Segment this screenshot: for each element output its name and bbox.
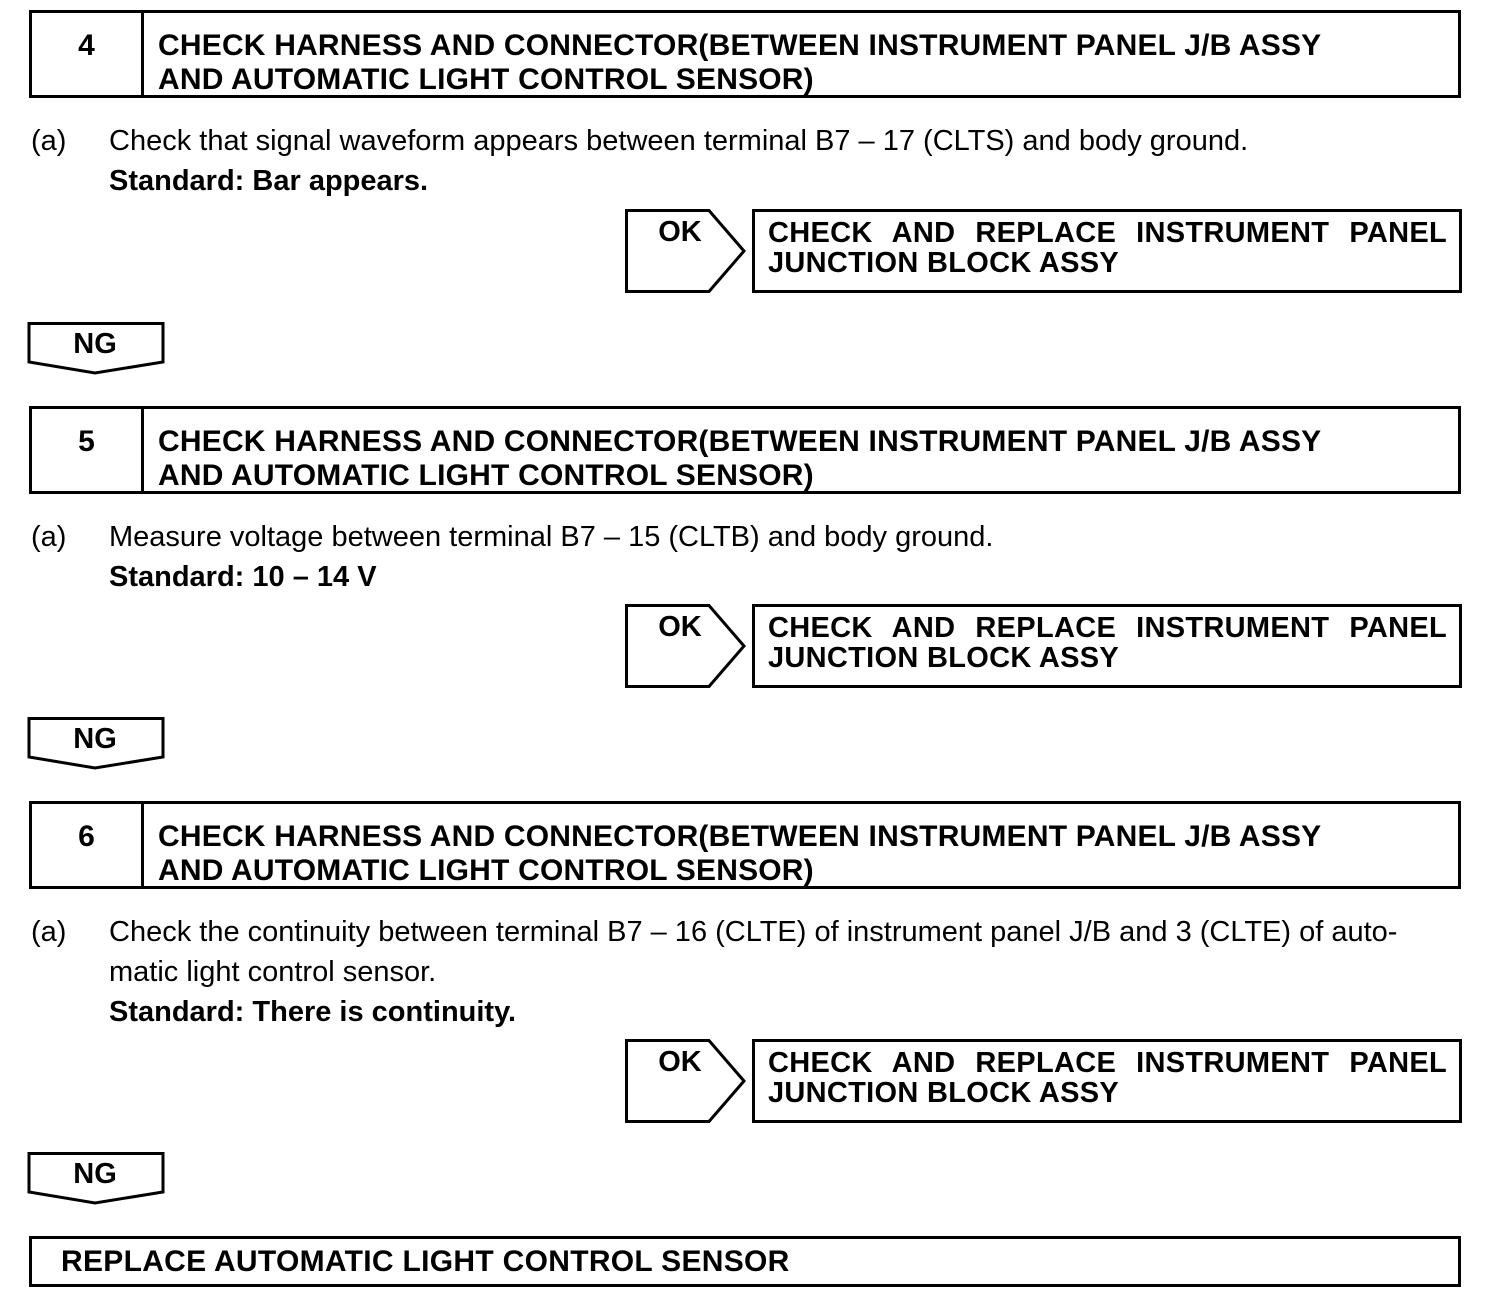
sub-step-label: (a) bbox=[31, 125, 67, 157]
standard-text: Standard: 10 – 14 V bbox=[109, 561, 377, 593]
ng-label: NG bbox=[73, 723, 117, 755]
step-number: 6 bbox=[32, 804, 144, 886]
ok-arrow bbox=[625, 604, 749, 688]
ok-result-box bbox=[752, 604, 1462, 688]
standard-text: Standard: Bar appears. bbox=[109, 165, 429, 197]
sub-step-label: (a) bbox=[31, 916, 67, 948]
step-6-header bbox=[29, 801, 1461, 889]
step-number: 4 bbox=[32, 13, 144, 95]
ok-result-line: JUNCTION BLOCK ASSY bbox=[768, 642, 1120, 674]
instruction-text: matic light control sensor. bbox=[109, 956, 437, 988]
ok-arrow bbox=[625, 209, 749, 293]
final-action-text: REPLACE AUTOMATIC LIGHT CONTROL SENSOR bbox=[61, 1245, 790, 1278]
step-title-line: AND AUTOMATIC LIGHT CONTROL SENSOR) bbox=[158, 63, 814, 96]
ok-result-line: JUNCTION BLOCK ASSY bbox=[768, 1077, 1120, 1109]
ok-label: OK bbox=[658, 1046, 702, 1078]
step-5-header bbox=[29, 406, 1461, 494]
step-number: 5 bbox=[32, 409, 144, 491]
ok-result-line: CHECK AND REPLACE INSTRUMENT PANEL bbox=[768, 217, 1447, 249]
ng-arrow bbox=[27, 1152, 167, 1206]
ok-label: OK bbox=[658, 216, 702, 248]
ok-result-line: JUNCTION BLOCK ASSY bbox=[768, 247, 1120, 279]
ok-result-box bbox=[752, 209, 1462, 293]
ng-label: NG bbox=[73, 328, 117, 360]
ok-result-line: CHECK AND REPLACE INSTRUMENT PANEL bbox=[768, 1047, 1447, 1079]
step-title bbox=[158, 29, 1440, 97]
ok-label: OK bbox=[658, 611, 702, 643]
step-title-line: AND AUTOMATIC LIGHT CONTROL SENSOR) bbox=[158, 459, 814, 492]
step-title-line: CHECK HARNESS AND CONNECTOR(BETWEEN INSTRUMENT PANEL J/B ASSY bbox=[158, 425, 1322, 458]
step-4-header bbox=[29, 10, 1461, 98]
ok-arrow bbox=[625, 1039, 749, 1123]
step-title-line: AND AUTOMATIC LIGHT CONTROL SENSOR) bbox=[158, 854, 814, 887]
ng-arrow bbox=[27, 717, 167, 771]
step-title bbox=[158, 820, 1440, 888]
ng-arrow bbox=[27, 322, 167, 376]
ok-result-line: CHECK AND REPLACE INSTRUMENT PANEL bbox=[768, 612, 1447, 644]
instruction-text: Measure voltage between terminal B7 – 15 (CLTB) and body ground. bbox=[109, 521, 994, 553]
step-title-line: CHECK HARNESS AND CONNECTOR(BETWEEN INSTRUMENT PANEL J/B ASSY bbox=[158, 820, 1322, 853]
ng-label: NG bbox=[73, 1158, 117, 1190]
standard-text: Standard: There is continuity. bbox=[109, 996, 517, 1028]
step-title-line: CHECK HARNESS AND CONNECTOR(BETWEEN INSTRUMENT PANEL J/B ASSY bbox=[158, 29, 1322, 62]
instruction-text: Check the continuity between terminal B7 – 16 (CLTE) of instrument panel J/B and 3 (CLTE) of auto- bbox=[109, 916, 1398, 948]
instruction-text: Check that signal waveform appears between terminal B7 – 17 (CLTS) and body ground. bbox=[109, 125, 1249, 157]
sub-step-label: (a) bbox=[31, 521, 67, 553]
final-action-box bbox=[29, 1236, 1461, 1287]
ok-result-box bbox=[752, 1039, 1462, 1123]
step-title bbox=[158, 425, 1440, 493]
